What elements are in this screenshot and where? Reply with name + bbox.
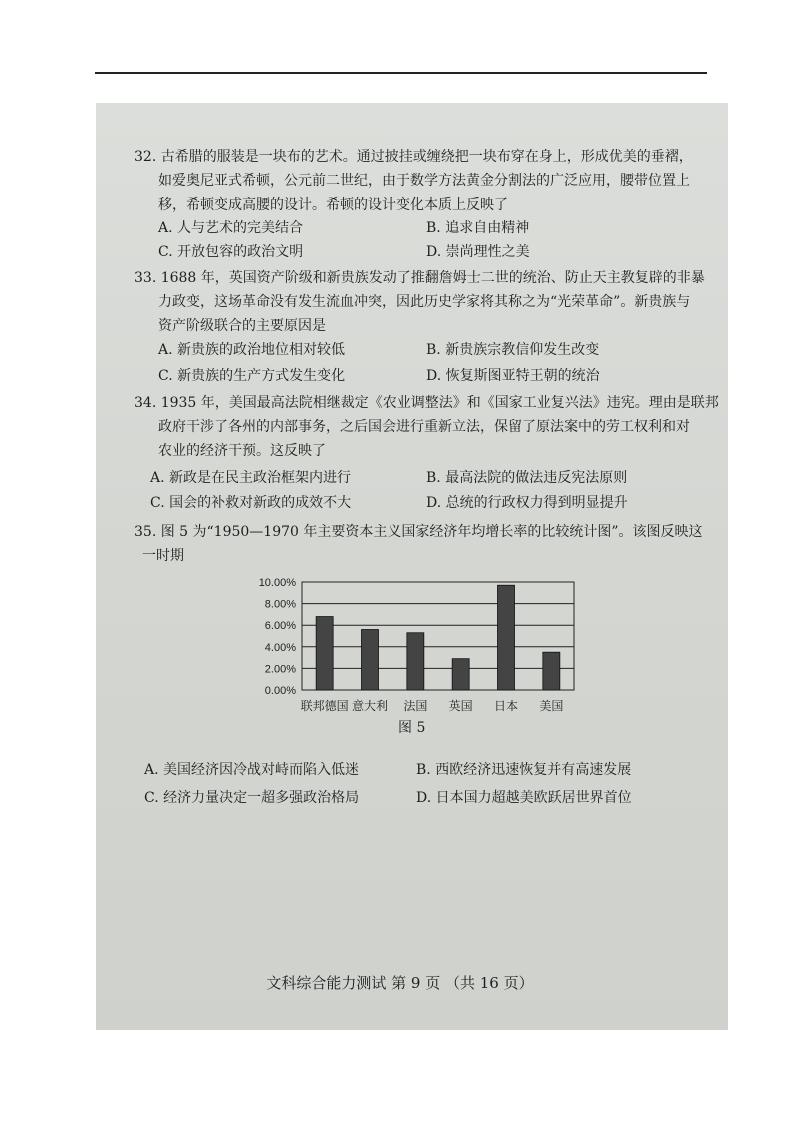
- growth-rate-bar-chart: [240, 570, 580, 720]
- bar-4: [498, 585, 515, 690]
- q34-line-2: 政府干涉了各州的内部事务，之后国会进行重新立法，保留了原法案中的劳工权利和对: [158, 419, 690, 435]
- q32-option-a: A. 人与艺术的完美结合: [158, 220, 304, 236]
- q34-line-1: 34. 1935 年，美国最高法院相继裁定《农业调整法》和《国家工业复兴法》违宪。理由是联邦: [134, 395, 719, 411]
- bar-3: [452, 659, 469, 690]
- q33-option-c: C. 新贵族的生产方式发生变化: [158, 368, 346, 384]
- q33-option-b: B. 新贵族宗教信仰发生改变: [426, 342, 600, 358]
- x-category-label: 日本: [493, 699, 519, 713]
- y-tick-label: 10.00%: [258, 577, 296, 589]
- chart-plot-frame: [302, 582, 574, 690]
- q33-line-1: 33. 1688 年，英国资产阶级和新贵族发动了推翻詹姆士二世的统治、防止天主教复辟的非暴: [134, 270, 705, 286]
- q32-line-1: 32. 古希腊的服装是一块布的艺术。通过披挂或缠绕把一块布穿在身上，形成优美的垂褶，: [134, 149, 693, 165]
- q34-option-d: D. 总统的行政权力得到明显提升: [426, 495, 628, 511]
- q34-option-a: A. 新政是在民主政治框架内进行: [150, 470, 352, 486]
- q33-option-a: A. 新贵族的政治地位相对较低: [158, 342, 346, 358]
- q33-line-3: 资产阶级联合的主要原因是: [158, 318, 326, 334]
- bar-0: [316, 617, 333, 690]
- question-34-stem: [134, 391, 719, 463]
- y-tick-label: 6.00%: [264, 620, 296, 633]
- q32-option-c: C. 开放包容的政治文明: [158, 244, 304, 260]
- q35-line-1: 35. 图 5 为“1950—1970 年主要资本主义国家经济年均增长率的比较统计图”。该图反映这: [134, 524, 703, 540]
- chart-y-ticks: [259, 577, 297, 697]
- q35-option-b: B. 西欧经济迅速恢复并有高速发展: [416, 762, 632, 778]
- x-category-label: 意大利: [351, 699, 389, 713]
- y-tick-label: 4.00%: [264, 641, 296, 654]
- q35-line-2: 一时期: [142, 548, 184, 564]
- chart-gridlines: [302, 582, 574, 690]
- x-category-label: 法国: [403, 699, 428, 713]
- q33-line-2: 力政变，这场革命没有发生流血冲突，因此历史学家将其称之为“光荣革命”。新贵族与: [158, 294, 691, 310]
- q34-line-3: 农业的经济干预。这反映了: [158, 443, 326, 459]
- bar-2: [407, 633, 424, 690]
- chart-bars: [316, 585, 560, 690]
- header-rule: [95, 72, 707, 74]
- q32-option-d: D. 崇尚理性之美: [426, 244, 530, 260]
- page-footer: 文科综合能力测试 第 9 页 （共 16 页）: [266, 974, 534, 992]
- q34-option-b: B. 最高法院的做法违反宪法原则: [426, 470, 628, 486]
- q32-line-2: 如爱奥尼亚式希顿，公元前二世纪，由于数学方法黄金分割法的广泛应用，腰带位置上: [158, 173, 690, 189]
- question-33-stem: [134, 266, 705, 338]
- y-tick-label: 2.00%: [264, 663, 296, 676]
- q35-option-a: A. 美国经济因冷战对峙而陷入低迷: [144, 762, 360, 778]
- x-category-label: 英国: [448, 699, 473, 713]
- q35-option-c: C. 经济力量决定一超多强政治格局: [144, 790, 360, 806]
- question-35-stem: [134, 520, 703, 568]
- bar-5: [543, 652, 560, 690]
- chart-x-labels: [301, 698, 564, 713]
- bar-1: [362, 630, 379, 690]
- q35-option-d: D. 日本国力超越美欧跃居世界首位: [416, 790, 632, 806]
- figure-caption: 图 5: [398, 720, 426, 736]
- y-tick-label: 0.00%: [264, 685, 296, 697]
- y-tick-label: 8.00%: [264, 598, 296, 611]
- q32-line-3: 移，希顿变成高腰的设计。希顿的设计变化本质上反映了: [158, 197, 508, 213]
- x-category-label: 联邦德国: [300, 699, 349, 713]
- q34-option-c: C. 国会的补救对新政的成效不大: [150, 495, 352, 511]
- x-category-label: 美国: [539, 699, 564, 713]
- question-32-stem: [134, 145, 693, 217]
- q33-option-d: D. 恢复斯图亚特王朝的统治: [426, 368, 600, 384]
- q32-option-b: B. 追求自由精神: [426, 220, 530, 236]
